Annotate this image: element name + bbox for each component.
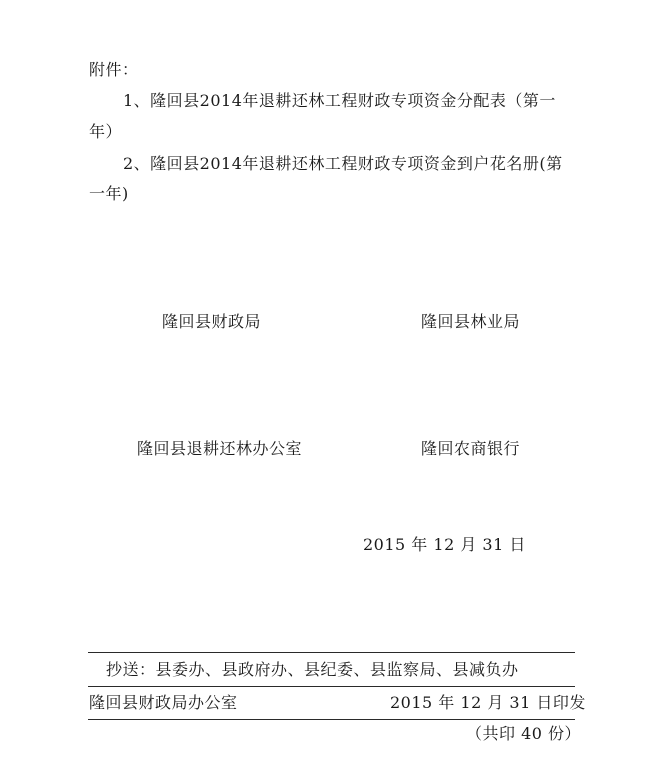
issue-date: 2015 年 12 月 31 日 [363,535,526,554]
printed-date: 2015 年 12 月 31 日印发 [390,693,586,712]
attachment-item-1-line-1: 1、隆回县2014年退耕还林工程财政专项资金分配表（第一 [123,91,556,110]
cc-distribution: 抄送：县委办、县政府办、县纪委、县监察局、县减负办 [106,660,519,679]
copies-count: （共印 40 份） [466,724,582,743]
attachment-item-2-line-2: 一年) [89,184,129,203]
footer-middle-rule [88,686,575,687]
issuing-office: 隆回县财政局办公室 [89,693,238,712]
signatory-forestry-bureau: 隆回县林业局 [421,312,521,331]
footer-bottom-rule [88,719,575,720]
attachments-heading: 附件： [89,60,139,79]
signatory-rural-commercial-bank: 隆回农商银行 [421,439,521,458]
attachment-item-2-line-1: 2、隆回县2014年退耕还林工程财政专项资金到户花名册(第 [123,154,563,173]
footer-top-rule [88,652,575,653]
signatory-finance-bureau: 隆回县财政局 [162,312,262,331]
signatory-grain-to-green-office: 隆回县退耕还林办公室 [137,439,303,458]
attachment-item-1-line-2: 年） [89,122,123,141]
